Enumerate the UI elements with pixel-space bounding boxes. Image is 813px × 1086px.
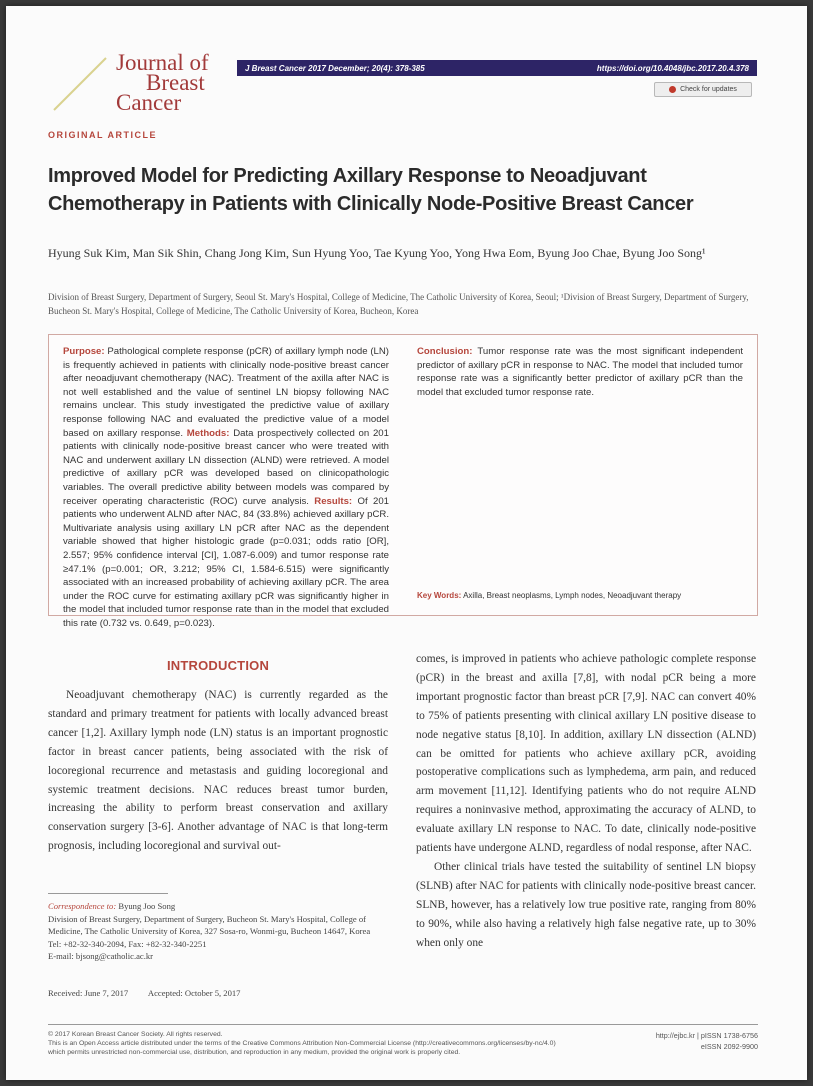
pissn-text: pISSN 1738-6756 — [700, 1031, 758, 1040]
results-text: Of 201 patients who underwent ALND after NAC, 84 (33.8%) achieved axillary pCR. Multivariate analysis using axillary LN pCR after NAC as the dependent variable showed that higher histologic grade (p=0.031; odds ratio [OR], 2.557; 95% confidence interval [CI], 1.087-6.009) and tumor response rate ≥47.1% (p=0.001; OR, 3.212; 95% CI, 1.584-6.515) were significantly associated with an increased probability of achieving axillary pCR. The area under the ROC curve for estimating axillary pCR was significantly higher in the model that included tumor response rate than in the model that excluded this rate (0.732 vs. 0.649, p=0.023). — [63, 495, 389, 629]
correspondence-label: Correspondence to: — [48, 901, 117, 911]
intro-paragraph-2: Other clinical trials have tested the suitability of sentinel LN biopsy (SLNB) after NAC for patients with clinically node-positive breast cancer. SLNB, however, has a relatively low true positive rate, ranging from 80% to 90%, while also having a relatively high false negative rate, up to 30% when only one — [416, 860, 756, 949]
logo-text-line2: Breast — [146, 70, 205, 95]
results-heading: Results: — [314, 495, 353, 507]
article-type-label: ORIGINAL ARTICLE — [48, 130, 157, 140]
journal-site-link[interactable]: http://ejbc.kr — [655, 1031, 695, 1040]
footer-divider — [48, 1024, 758, 1025]
abstract-right-column — [417, 345, 743, 399]
correspondence-address: Division of Breast Surgery, Department of Surgery, Bucheon St. Mary's Hospital, College of Medicine, The Catholic University of Korea, 327 Sosa-ro, Wonmi-gu, Bucheon 14647, Korea — [48, 913, 371, 937]
intro-paragraph-1: Neoadjuvant chemotherapy (NAC) is currently regarded as the standard and primary treatment for patients with locally advanced breast cancer [1,2]. Axillary lymph node (LN) status is an important prognostic factor in breast cancer patients, being associated with the risk of locoregional recurrence and metastasis and guiding locoregional and systemic treatment decisions. NAC reduces breast tumor burden, increasing the ability to perform breast conservation and axillary conservation surgery [3-6]. Another advantage of NAC is that long-term prognosis, including locoregional and survival out- — [48, 689, 388, 853]
logo-text-line1: Journal of — [116, 50, 209, 75]
footer-issn: http://ejbc.kr | pISSN 1738-6756 eISSN 2092-9900 — [606, 1030, 758, 1052]
article-dates — [48, 988, 388, 998]
purpose-text: Pathological complete response (pCR) of axillary lymph node (LN) is frequently achieved in patients with clinically node-positive breast cancer after neoadjuvant chemotherapy (NAC). Treatment of the axilla after NAC is not well established and the value of sentinel LN biopsy following NAC remains unclear. This study investigated the predictive value of axillary response following NAC and evaluated the predictive value of a model based on axillary response. — [63, 346, 389, 439]
body-left-column — [48, 686, 388, 856]
methods-heading: Methods: — [186, 427, 230, 439]
refresh-icon — [669, 86, 676, 93]
journal-header-bar — [237, 60, 757, 76]
check-for-updates-button[interactable] — [654, 82, 752, 97]
conclusion-heading: Conclusion: — [417, 346, 473, 357]
footer-license — [48, 1030, 568, 1057]
keywords — [417, 591, 747, 600]
correspondence-email[interactable]: E-mail: bjsong@catholic.ac.kr — [48, 951, 154, 962]
correspondence-name: Byung Joo Song — [118, 901, 176, 911]
author-list: Hyung Suk Kim, Man Sik Shin, Chang Jong Kim, Sun Hyung Yoo, Tae Kyung Yoo, Yong Hwa Eom, Byung Joo Chae, Byung Joo Song¹ — [48, 246, 706, 260]
correspondence-divider — [48, 893, 168, 894]
introduction-heading: INTRODUCTION — [166, 658, 270, 673]
logo-slash-graphic — [50, 52, 112, 114]
journal-logo — [50, 52, 225, 122]
check-updates-label: Check for updates — [680, 86, 737, 93]
citation-text: J Breast Cancer 2017 December; 20(4): 378-385 — [245, 63, 425, 73]
correspondence-block — [48, 900, 388, 963]
abstract-left-column — [63, 345, 389, 630]
article-title: Improved Model for Predicting Axillary Response to Neoadjuvant Chemotherapy in Patients with Clinically Node-Positive Breast Cancer — [48, 165, 694, 215]
purpose-heading: Purpose: — [63, 346, 105, 357]
intro-paragraph-1-continued: comes, is improved in patients who achieve pathologic complete response (pCR) in the breast and axilla [7,8], with nodal pCR being a more important prognostic factor than breast pCR [7,9]. NAC can convert 40% to 75% of patients presenting with clinical axillary LN positive disease to node negative status [8,10]. In addition, axillary LN dissection (ALND) can be omitted for patients who achieve axillary pCR, avoiding postoperative complications such as lymphedema, arm pain, and reduced arm movement [11,12]. Identifying patients who do not require ALND requires a noninvasive method, approximating the accuracy of ALND, to evaluate axillary LN response to NAC. To date, clinically node-positive patients have undergone ALND, regardless of nodal response, after NAC. — [416, 653, 756, 855]
accepted-date: Accepted: October 5, 2017 — [147, 988, 241, 998]
affiliations: Division of Breast Surgery, Department of Surgery, Seoul St. Mary's Hospital, College of Medicine, The Catholic University of Korea, Seoul; ¹Division of Breast Surgery, Department of Surgery, Bucheon St. Mary's Hospital, College of Medicine, The Catholic University of Korea, Bucheon, Korea — [48, 292, 749, 316]
conclusion-text: Tumor response rate was the most significant independent predictor of axillary pCR in response to NAC. The model that included tumor response rate was a significantly better predictor of axillary pCR than the model that excluded tumor response rate. — [417, 346, 743, 398]
article-page — [6, 6, 807, 1080]
license-text: This is an Open Access article distributed under the terms of the Creative Commons Attribution Non-Commercial License (http://creativecommons.org/licenses/by-nc/4.0) which permits unrestricted non-commercial use, distribution, and reproduction in any medium, provided the original work is properly cited. — [48, 1040, 556, 1056]
body-right-column — [416, 650, 756, 953]
methods-text: Data prospectively collected on 201 patients with clinically node-positive breast cancer who were treated with NAC and underwent axillary LN dissection (ALND) were retrieved. A model predictive of axillary pCR was developed based on clinicopathologic variables. The overall predictive ability between models was compared by receiver operating characteristic (ROC) curve analysis. — [63, 427, 389, 507]
keywords-label: Key Words: — [417, 591, 462, 600]
logo-text-line3: Cancer — [116, 90, 182, 115]
keywords-text: Axilla, Breast neoplasms, Lymph nodes, Neoadjuvant therapy — [463, 591, 682, 600]
received-date: Received: June 7, 2017 — [48, 988, 129, 998]
correspondence-contact: Tel: +82-32-340-2094, Fax: +82-32-340-2251 — [48, 938, 207, 949]
eissn-text: eISSN 2092-9900 — [700, 1042, 758, 1051]
doi-link[interactable]: https://doi.org/10.4048/jbc.2017.20.4.378 — [596, 63, 749, 73]
abstract-box — [48, 334, 758, 629]
copyright-text: © 2017 Korean Breast Cancer Society. All rights reserved. — [48, 1031, 223, 1038]
